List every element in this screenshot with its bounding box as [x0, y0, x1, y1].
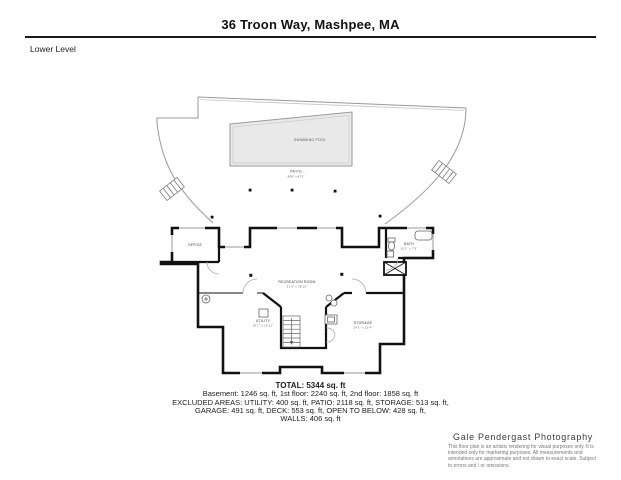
patio-columns — [211, 189, 382, 219]
tank-icon-2 — [331, 300, 337, 306]
total-area: TOTAL: 5344 sq. ft — [275, 381, 346, 390]
left-stairs-icon — [160, 177, 185, 200]
area-summary — [0, 382, 621, 423]
summary-line-walls: WALLS: 406 sq. ft — [280, 414, 341, 424]
studio-name: Gale Pendergast Photography — [453, 432, 593, 442]
recreation-label: RECREATION ROOM — [278, 280, 316, 284]
recreation-dim: 31'4" x 28'10" — [286, 284, 308, 289]
patio-label: PATIO — [290, 169, 302, 174]
sink-icon — [387, 251, 394, 257]
storage-dim: 24'1" x 21'4" — [353, 325, 373, 330]
summary-line-excluded-1: EXCLUDED AREAS: UTILITY: 400 sq. ft, PATIO: 2118 sq. ft, STORAGE: 513 sq. ft, — [172, 397, 449, 407]
pool-label: SWIMMING POOL — [293, 138, 327, 142]
bath-label: BATH — [404, 242, 414, 246]
tub-icon — [415, 231, 432, 240]
open-to-below-box — [384, 262, 406, 275]
equipment-box-icon — [259, 309, 268, 317]
disclaimer-text: This floor plan is an artistic rendering for visual purposes only. It is intended only for marketing purposes. All measurements and annotations are approximate and not drawn to exact scale. Subject to errors and / or omissions. — [448, 444, 596, 469]
patio-dim: 45'8" x 47'1" — [287, 174, 305, 179]
photography-credit — [448, 432, 598, 469]
bath-dim: 10'1" x 7'9" — [400, 246, 418, 251]
page-title: 36 Troon Way, Mashpee, MA — [221, 17, 400, 32]
storage-label: STORAGE — [353, 321, 373, 325]
level-label: Lower Level — [30, 44, 76, 54]
office-label: OFFICE — [188, 243, 202, 247]
toilet-tank-icon — [388, 238, 395, 242]
summary-line-excluded-2: GARAGE: 491 sq. ft, DECK: 553 sq. ft, OPEN TO BELOW: 428 sq. ft, — [195, 405, 426, 415]
tank-icon — [326, 295, 332, 301]
utility-dim: 20'1" x 19'11" — [252, 323, 274, 328]
utility-label: UTILITY — [255, 319, 271, 323]
toilet-bowl-icon — [388, 242, 394, 250]
swimming-pool — [230, 112, 352, 166]
summary-line-floors: Basement: 1246 sq. ft, 1st floor: 2240 sq. ft, 2nd floor: 1858 sq. ft — [202, 389, 419, 399]
